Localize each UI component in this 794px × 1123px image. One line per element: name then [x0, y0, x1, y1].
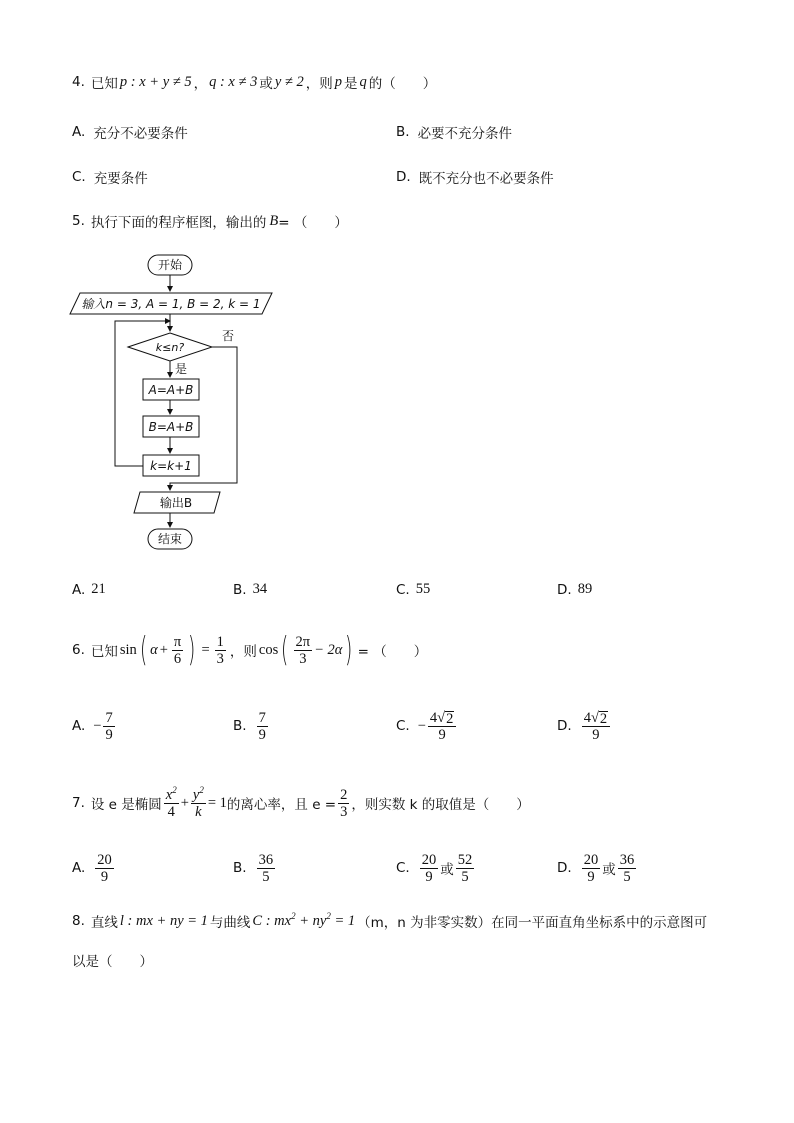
q6-option-b[interactable]: [233, 706, 270, 746]
q6-option-c[interactable]: [396, 706, 458, 746]
curve-part-3: = 1: [330, 912, 356, 929]
q4-q: q: [359, 73, 367, 90]
fraction-denominator: 3: [216, 650, 224, 667]
curve-part-2: + ny: [295, 912, 327, 929]
q6-sin: sin: [119, 641, 137, 658]
flow-yes-label: 是: [174, 362, 188, 376]
q6-fraction-pi-6: [172, 634, 183, 667]
q8-stem-text: 直线: [90, 915, 118, 931]
fraction-numerator: 52: [457, 851, 473, 868]
option-fraction: [618, 852, 637, 885]
flow-output-label: 输出B: [159, 496, 193, 510]
q7-fraction-e: [338, 787, 349, 820]
q4-number: 4.: [72, 74, 85, 90]
q4-option-c[interactable]: [72, 167, 148, 187]
flowchart-diagram: [60, 248, 290, 558]
option-fraction: [103, 710, 114, 743]
q7-option-c[interactable]: [396, 848, 476, 888]
fraction-denominator: 4: [167, 803, 175, 820]
option-label: D.: [396, 169, 411, 185]
q4-option-a[interactable]: [72, 122, 188, 142]
q4-option-b[interactable]: [396, 122, 512, 142]
option-text: 充分不必要条件: [93, 126, 188, 142]
option-text: 既不充分也不必要条件: [418, 171, 554, 187]
option-or: 或: [440, 862, 454, 878]
question-4-stem: [72, 72, 436, 92]
fraction-numerator: 2π: [295, 633, 311, 650]
q6-option-d[interactable]: [557, 706, 612, 746]
q7-stem-text-2: 的离心率，且 e =: [226, 797, 337, 813]
q7-fraction-x2-4: [164, 784, 179, 820]
option-fraction: [257, 852, 276, 885]
flow-input-label: 输入n = 3, A = 1, B = 2, k = 1: [81, 297, 261, 311]
fraction-denominator: 9: [425, 868, 433, 885]
option-text: 必要不充分条件: [417, 126, 513, 142]
fraction-denominator: 6: [173, 650, 182, 667]
fraction-denominator: 5: [262, 868, 270, 885]
q4-q-definition: q : x ≠ 3: [209, 73, 258, 90]
q4-is: 是: [343, 76, 358, 92]
q6-stem-text: 已知: [90, 644, 118, 660]
q6-close-paren: ): [188, 630, 196, 670]
fraction-denominator: 9: [592, 726, 600, 743]
q6-stem-text-2: ，则: [229, 644, 257, 660]
q6-open-paren: (: [139, 630, 148, 670]
fraction-numerator: 20: [583, 851, 599, 868]
option-sign: −: [417, 717, 426, 734]
fraction-denominator: 9: [438, 726, 446, 743]
option-label: A.: [72, 581, 86, 598]
option-label: D.: [557, 581, 572, 598]
option-label: B.: [233, 860, 247, 876]
option-text: 21: [91, 581, 106, 597]
fraction-numerator: 20: [421, 851, 437, 868]
option-fraction: [257, 710, 268, 743]
q7-option-b[interactable]: [233, 848, 277, 888]
q4-or: 或: [259, 76, 273, 92]
option-label: D.: [557, 718, 572, 734]
fraction-denominator: 5: [623, 868, 631, 885]
sqrt-symbol: √ 2: [437, 709, 454, 727]
option-text: 充要条件: [93, 171, 148, 187]
q8-line-equation: l : mx + ny = 1: [119, 912, 208, 929]
option-label: A.: [72, 718, 86, 734]
q4-q-definition-2: y ≠ 2: [274, 73, 304, 90]
flow-step-3-label: k=k+1: [150, 459, 192, 473]
q6-answer-blank: = （ ）: [357, 644, 428, 660]
q7-number: 7.: [72, 795, 85, 811]
variable-y: y: [192, 786, 200, 803]
q7-stem-text: 设 e 是椭圆: [90, 797, 162, 813]
q6-alpha: α: [150, 641, 158, 658]
fraction-denominator: 9: [587, 868, 595, 885]
fraction-denominator: 3: [299, 650, 307, 667]
option-or: 或: [602, 862, 616, 878]
q8-stem-line-2: 以是（ ）: [72, 954, 153, 970]
question-7-stem: [72, 781, 530, 825]
fraction-denominator: 3: [340, 803, 348, 820]
q5-number: 5.: [72, 213, 85, 229]
exponent: 2: [199, 784, 204, 795]
q5-variable: B: [269, 212, 279, 229]
flow-step-2-label: B=A+B: [148, 420, 194, 434]
q6-equals: =: [201, 641, 210, 658]
option-label: A.: [72, 860, 86, 876]
radicand: 2: [446, 710, 454, 727]
option-label: B.: [233, 718, 247, 734]
q5-option-d[interactable]: [557, 581, 592, 598]
coefficient: 4: [583, 709, 591, 726]
q8-curve-equation: [252, 910, 356, 930]
fraction-denominator: 5: [461, 868, 469, 885]
option-label: C.: [396, 581, 410, 598]
option-label: C.: [72, 169, 86, 185]
q7-option-a[interactable]: [72, 848, 116, 888]
q6-cos: cos: [258, 641, 279, 658]
sqrt-symbol: √ 2: [590, 709, 608, 727]
q4-answer-blank: 的（ ）: [368, 76, 437, 92]
q6-minus-2alpha: − 2α: [314, 641, 343, 658]
q6-plus: +: [159, 641, 168, 658]
option-fraction: [456, 852, 475, 885]
fraction-numerator: 20: [97, 851, 112, 868]
q5-option-a[interactable]: [72, 581, 106, 598]
question-6-stem: [72, 628, 427, 672]
option-label: D.: [557, 860, 572, 876]
q5-option-c[interactable]: [396, 581, 430, 598]
q5-stem-text: 执行下面的程序框图，输出的: [90, 215, 267, 231]
option-label: C.: [396, 860, 410, 876]
q7-plus: +: [180, 794, 189, 811]
exponent: 2: [326, 910, 331, 921]
fraction-numerator: π: [173, 633, 182, 650]
q7-equals-one: = 1: [207, 794, 227, 811]
flow-condition-label: k≤n?: [155, 341, 185, 354]
q4-stem-text: 已知: [90, 76, 118, 92]
fraction-denominator: 9: [105, 726, 113, 743]
radicand: 2: [599, 710, 608, 727]
flow-no-label: 否: [221, 329, 235, 343]
fraction-denominator: k: [195, 803, 202, 820]
fraction-denominator: 9: [258, 726, 266, 743]
q4-option-d[interactable]: [396, 167, 554, 187]
fraction-numerator: 2: [340, 786, 348, 803]
variable-x: x: [165, 786, 173, 803]
q6-fraction-1-3: [215, 634, 226, 667]
option-fraction: [420, 852, 439, 885]
fraction-numerator: 36: [258, 851, 274, 868]
q4-p-definition: p : x + y ≠ 5: [119, 73, 192, 90]
flow-end-label: 结束: [157, 532, 183, 546]
fraction-numerator: 7: [258, 709, 266, 726]
q4-p: p: [334, 73, 342, 90]
option-label: B.: [396, 124, 410, 140]
q6-close-paren-2: ): [345, 630, 353, 670]
exponent: 2: [291, 910, 296, 921]
option-sign: −: [93, 717, 102, 734]
question-5-stem: [72, 211, 348, 231]
fraction-numerator: 7: [105, 709, 113, 726]
q4-stem-text-2: ，则: [305, 76, 333, 92]
fraction-numerator: [428, 710, 456, 727]
q6-open-paren-2: (: [281, 630, 289, 670]
q8-with: 与曲线: [209, 915, 251, 931]
option-text: 89: [577, 581, 593, 597]
coefficient: 4: [429, 709, 438, 726]
q6-fraction-2pi-3: [294, 634, 313, 667]
q5-option-b[interactable]: [233, 581, 267, 598]
q5-answer-blank: = （ ）: [278, 215, 348, 231]
flow-start-label: 开始: [157, 258, 183, 272]
question-8-stem: [72, 911, 707, 931]
fraction-numerator: 1: [216, 633, 224, 650]
q7-option-d[interactable]: [557, 848, 638, 888]
q7-fraction-y2-k: [191, 784, 206, 820]
option-fraction: [582, 710, 610, 743]
option-text: 34: [252, 581, 268, 597]
exponent: 2: [172, 784, 177, 795]
option-label: B.: [233, 581, 247, 598]
fraction-numerator: 36: [619, 851, 635, 868]
q6-option-a[interactable]: [72, 706, 117, 746]
option-label: C.: [396, 718, 410, 734]
option-text: 55: [415, 581, 431, 597]
curve-part-1: C : mx: [252, 912, 292, 929]
q4-separator: ，: [193, 76, 208, 92]
option-fraction: [428, 710, 456, 743]
option-fraction: [95, 852, 114, 885]
option-label: A.: [72, 124, 86, 140]
fraction-numerator: [582, 710, 610, 727]
option-fraction: [582, 852, 601, 885]
flow-step-1-label: A=A+B: [148, 383, 194, 397]
q7-answer-blank: ，则实数 k 的取值是（ ）: [351, 797, 530, 813]
q8-stem-text-2: （m，n 为非零实数）在同一平面直角坐标系中的示意图可: [357, 915, 708, 931]
q6-number: 6.: [72, 642, 85, 658]
fraction-numerator: [164, 784, 179, 804]
fraction-numerator: [191, 784, 206, 804]
q8-number: 8.: [72, 913, 85, 929]
fraction-denominator: 9: [100, 868, 109, 885]
